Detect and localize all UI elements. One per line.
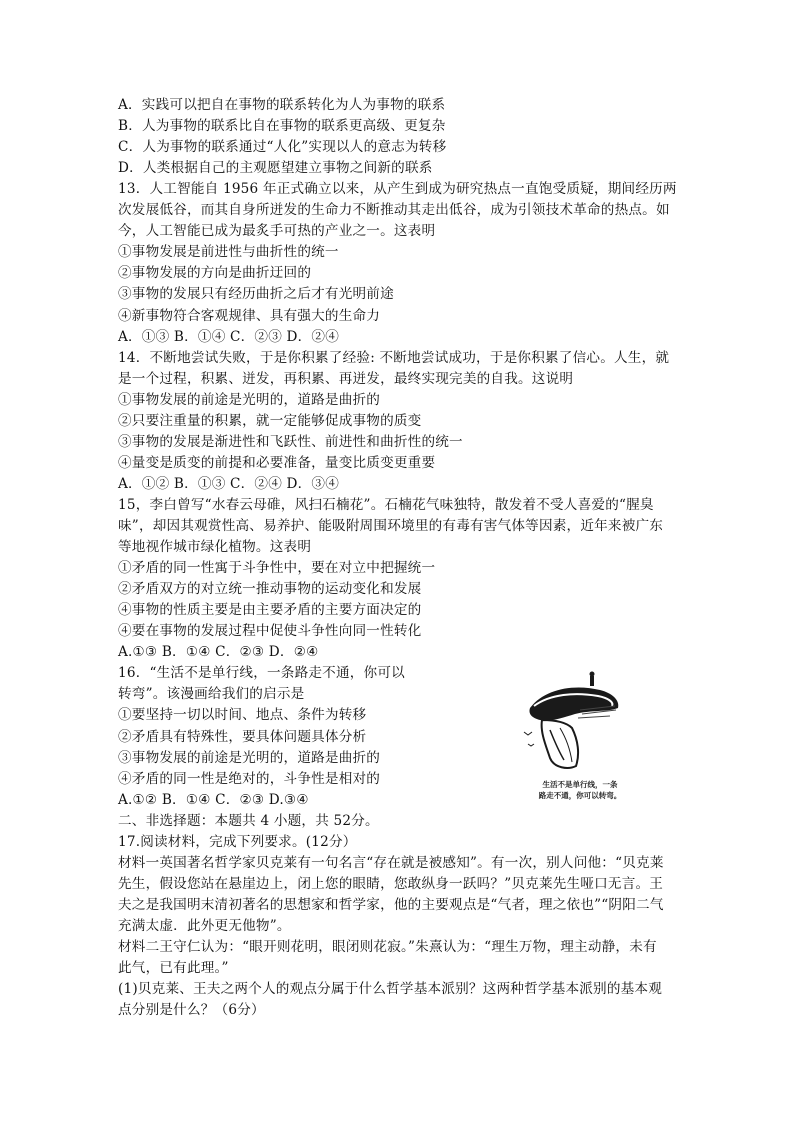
cartoon-drawing xyxy=(520,670,640,775)
text-line: ③事物的发展只有经历曲折之后才有光明前途 xyxy=(118,286,394,303)
text-line: A.①③ B．①④ C．②③ D．②④ xyxy=(118,644,319,661)
cartoon-illustration xyxy=(520,670,640,805)
text-line: 17.阅读材料，完成下列要求。(12分） xyxy=(118,833,357,850)
text-line: ②事物发展的方向是曲折迂回的 xyxy=(118,265,312,282)
text-line: A．①③ B．①④ C．②③ D．②④ xyxy=(118,328,339,345)
text-line: ①矛盾的同一性寓于斗争性中，要在对立中把握统一 xyxy=(118,560,436,577)
text-line: 转弯”。该漫画给我们的启示是 xyxy=(118,686,305,703)
text-line: ④新事物符合客观规律、具有强大的生命力 xyxy=(118,307,381,324)
text-line: C．人为事物的联系通过“人化”实现以人的意志为转移 xyxy=(118,139,447,156)
text-line: ④事物的性质主要是由主要矛盾的主要方面决定的 xyxy=(118,602,422,619)
text-line: ④要在事物的发展过程中促使斗争性向同一性转化 xyxy=(118,623,422,640)
text-line: 次发展低谷，而其自身所迸发的生命力不断推动其走出低谷，成为引领技术革命的热点。如 xyxy=(118,202,670,219)
text-line: 16．“生活不是单行线，一条路走不通，你可以 xyxy=(118,665,405,682)
text-line: 二、非选择题：本题共 4 小题，共 52分。 xyxy=(118,812,379,829)
text-line: 是一个过程，积累、迸发，再积累、再迸发，最终实现完美的自我。这说明 xyxy=(118,370,574,387)
text-line: 14．不断地尝试失败，于是你积累了经验: 不断地尝试成功，于是你积累了信心。人生，就 xyxy=(118,349,670,366)
text-line: 13．人工智能自 1956 年正式确立以来，从产生到成为研究热点一直饱受质疑，期间经历两 xyxy=(118,181,677,198)
text-line: 今，人工智能已成为最炙手可热的产业之一。这表明 xyxy=(118,223,436,240)
text-line: 点分别是什么？（6分） xyxy=(118,1002,265,1019)
text-line: ②只要注重量的积累，就一定能够促成事物的质变 xyxy=(118,412,422,429)
text-line: A．实践可以把自在事物的联系转化为人为事物的联系 xyxy=(118,97,446,113)
text-line: 夫之是我国明末清初著名的思想家和哲学家，他的主要观点是“气者，理之依也”“阴阳二气 xyxy=(118,896,664,913)
text-line: 材料一英国著名哲学家贝克莱有一句名言“存在就是被感知”。有一次，别人问他：“贝克莱 xyxy=(118,854,664,871)
text-line: ④量变是质变的前提和必要准备，量变比质变更重要 xyxy=(118,454,436,471)
cartoon-caption-line2: 路走不通，你可以转弯。 xyxy=(538,791,622,800)
text-line: ②矛盾具有特殊性，要具体问题具体分析 xyxy=(118,728,367,745)
text-line: 此气，已有此理。” xyxy=(118,960,229,977)
text-line: ③事物的发展是渐进性和飞跃性、前进性和曲折性的统一 xyxy=(118,433,463,450)
text-line: 先生，假设您站在悬崖边上，闭上您的眼睛，您敢纵身一跃吗？”贝克莱先生哑口无言。王 xyxy=(118,875,664,892)
text-line: B．人为事物的联系比自在事物的联系更高级、更复杂 xyxy=(118,118,446,135)
text-line: 味”，却因其观赏性高、易养护、能吸附周围环境里的有毒有害气体等因素，近年来被广东 xyxy=(118,518,664,534)
text-line: ①事物发展是前进性与曲折性的统一 xyxy=(118,244,339,261)
text-line: A.①② B．①④ C．②③ D.③④ xyxy=(118,791,309,808)
text-line: 等地视作城市绿化植物。这表明 xyxy=(118,539,312,556)
text-line: ①事物发展的前途是光明的，道路是曲折的 xyxy=(118,391,381,408)
text-line: ③事物发展的前途是光明的，道路是曲折的 xyxy=(118,749,381,766)
cartoon-caption-line1: 生活不是单行线，一条 xyxy=(542,780,618,789)
text-line: ④矛盾的同一性是绝对的，斗争性是相对的 xyxy=(118,770,381,787)
text-line: (1)贝克莱、王夫之两个人的观点分属于什么哲学基本派别？这两种哲学基本派别的基本观 xyxy=(118,981,663,998)
text-line: ②矛盾双方的对立统一推动事物的运动变化和发展 xyxy=(118,581,422,598)
text-line: A．①② B．①③ C．②④ D．③④ xyxy=(118,475,339,492)
text-line: 材料二王守仁认为：“眼开则花明，眼闭则花寂。”朱熹认为：“理生万物，理主动静，未有 xyxy=(118,939,657,955)
text-line: ①要坚持一切以时间、地点、条件为转移 xyxy=(118,707,367,724)
text-line: D．人类根据自己的主观愿望建立事物之间新的联系 xyxy=(118,160,433,177)
text-line: 充满太虚．此外更无他物”。 xyxy=(118,917,291,934)
text-line: 15，李白曾写“水春云母碓，风扫石楠花”。石楠花气味独特，散发着不受人喜爱的“腥臭 xyxy=(118,496,654,513)
